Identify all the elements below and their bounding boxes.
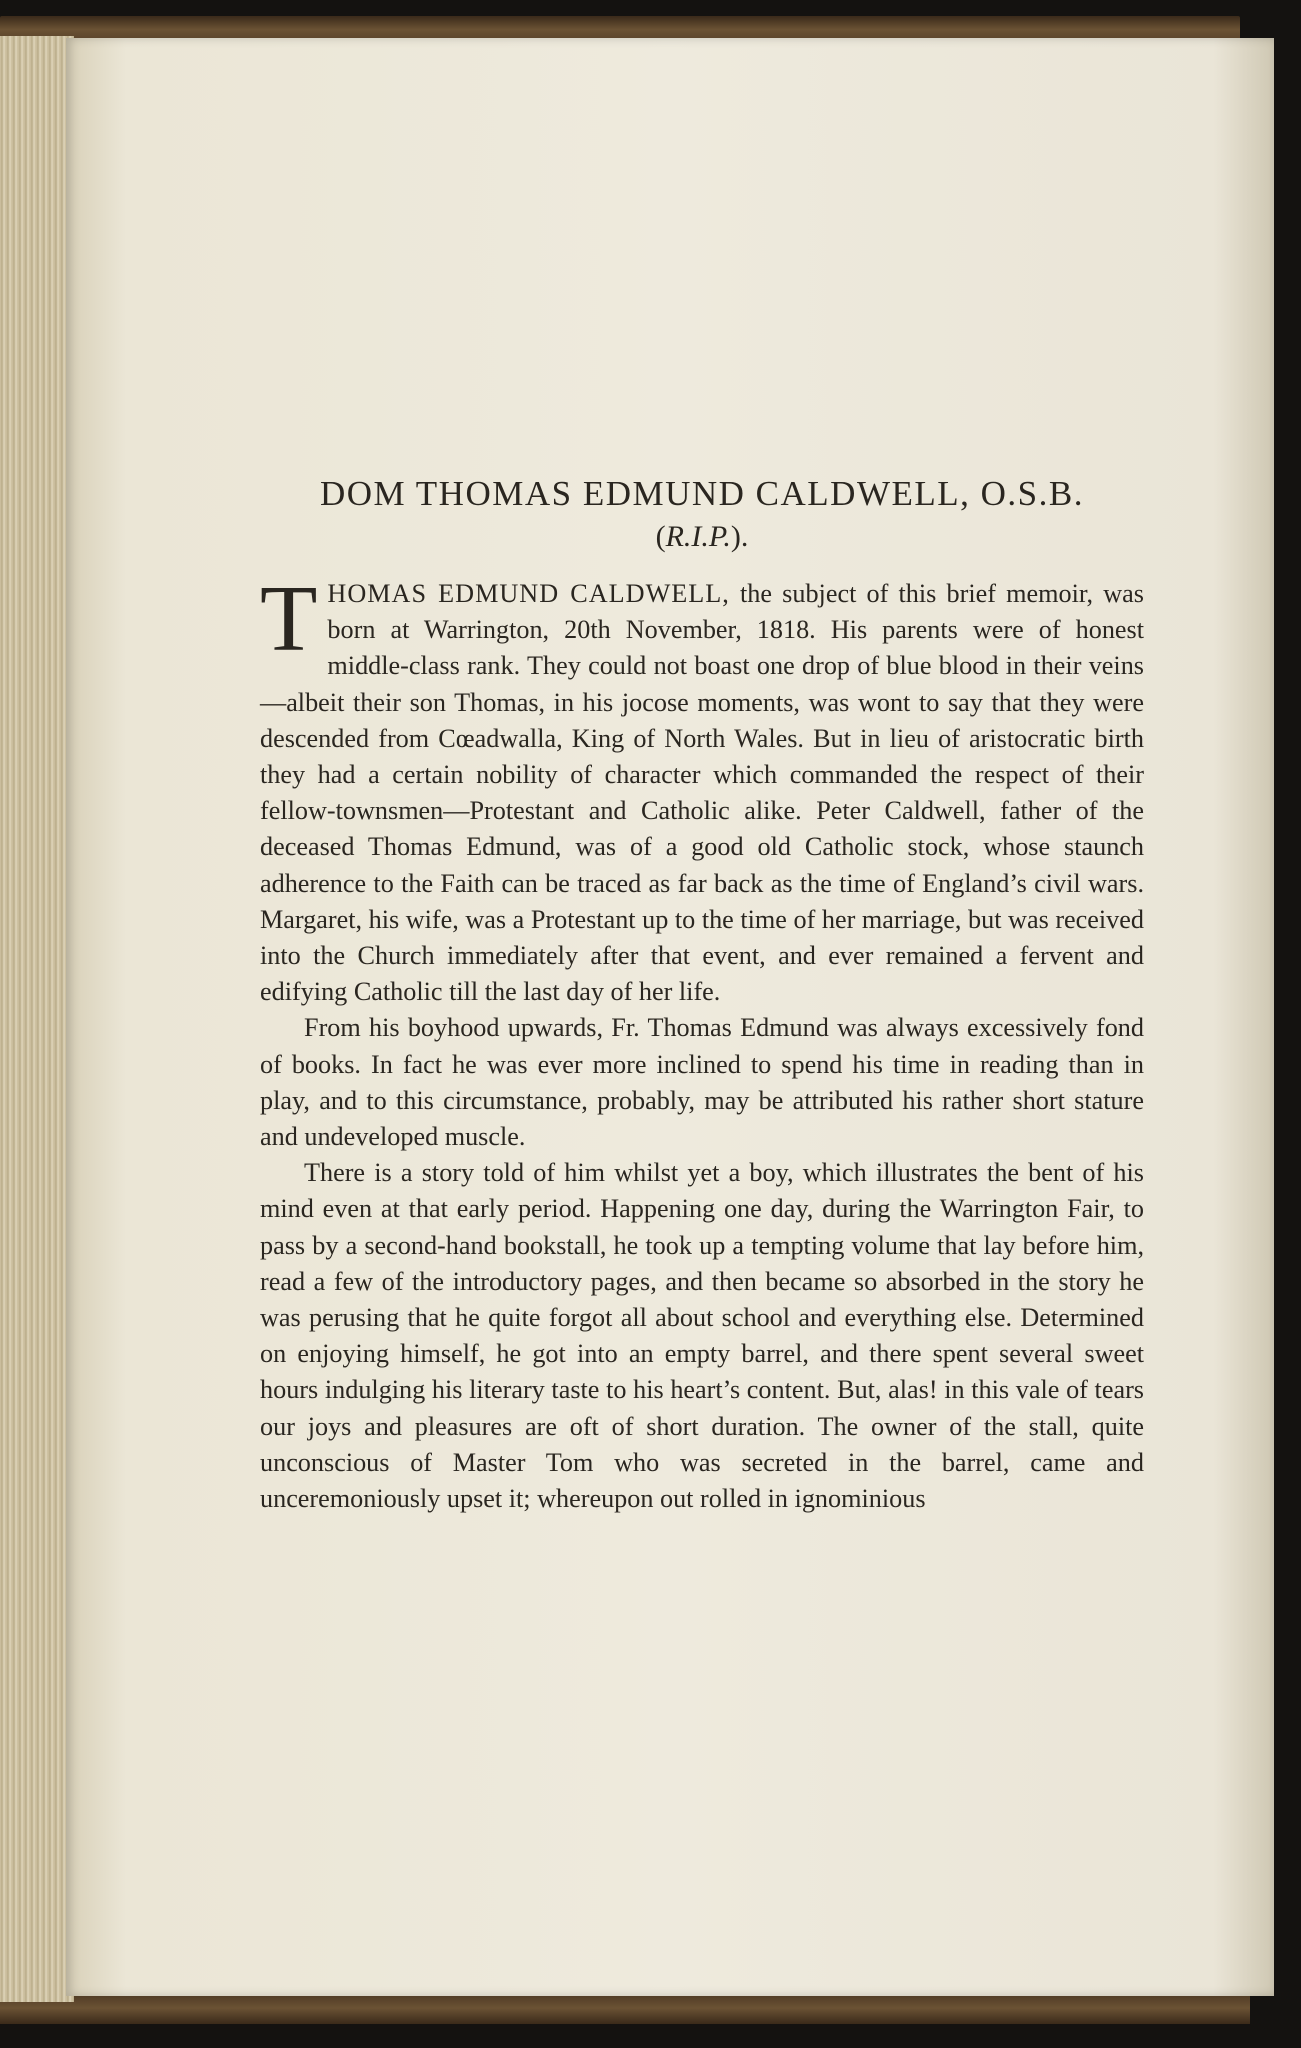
subtitle-italic: R.I.P. (665, 520, 731, 553)
paragraph-1-text: the subject of this brief memoir, was born at Warrington, 20th November, 1818. His parents were of honest middle-class rank. They could not boast one drop of blue blood in their veins—albeit their son Thomas, in his jocose moments, was wont to say that they were descended from Cœadwalla, King of North Wales. But in lieu of aristocratic birth they had a certain nobility of character which commanded the respect of their fellow-townsmen—Protestant and Catholic alike. Peter Caldwell, father of the deceased Thomas Edmund, was of a good old Catholic stock, whose staunch adherence to the Faith can be traced as far back as the time of England’s civil wars. Margaret, his wife, was a Protestant up to the time of her marriage, but was received into the Church immediately after that event, and ever remained a fervent and edifying Catholic till the last day of her life. (260, 579, 1144, 1007)
paragraph-3: There is a story told of him whilst yet a boy, which illustrates the bent of his mind even at that early period. Happening one day, during the Warrington Fair, to pass by a second-hand bookstall, he took up a tempting volume that lay before him, read a few of the introductory pages, and then became so absorbed in the story he was perusing that he quite forgot all about school and everything else. Determined on enjoying himself, he got into an empty barrel, and there spent several sweet hours indulging his literary taste to his heart’s content. But, alas! in this vale of tears our joys and pleasures are oft of short duration. The owner of the stall, quite unconscious of Master Tom who was secreted in the barrel, came and unceremoniously upset it; whereupon out rolled in ignominious (260, 1158, 1144, 1514)
subtitle-close: ). (730, 520, 749, 553)
lead-caps: HOMAS EDMUND CALDWELL, (327, 579, 730, 608)
paragraph-1 (260, 567, 1144, 1010)
page-subtitle (260, 516, 1144, 558)
drop-cap: T (260, 567, 318, 671)
paragraph-2: From his boyhood upwards, Fr. Thomas Edmund was always excessively fond of books. In fact he was ever more inclined to spend his time in reading than in play, and to this circumstance, probably, may be attributed his rather short stature and undeveloped muscle. (260, 1013, 1144, 1152)
subtitle-open: ( (655, 520, 666, 553)
book-cover-bottom-edge (0, 1992, 1250, 2024)
page-text-block (260, 472, 1144, 1517)
page-stack-edges (0, 36, 74, 2002)
page-title: DOM THOMAS EDMUND CALDWELL, O.S.B. (320, 474, 1084, 513)
